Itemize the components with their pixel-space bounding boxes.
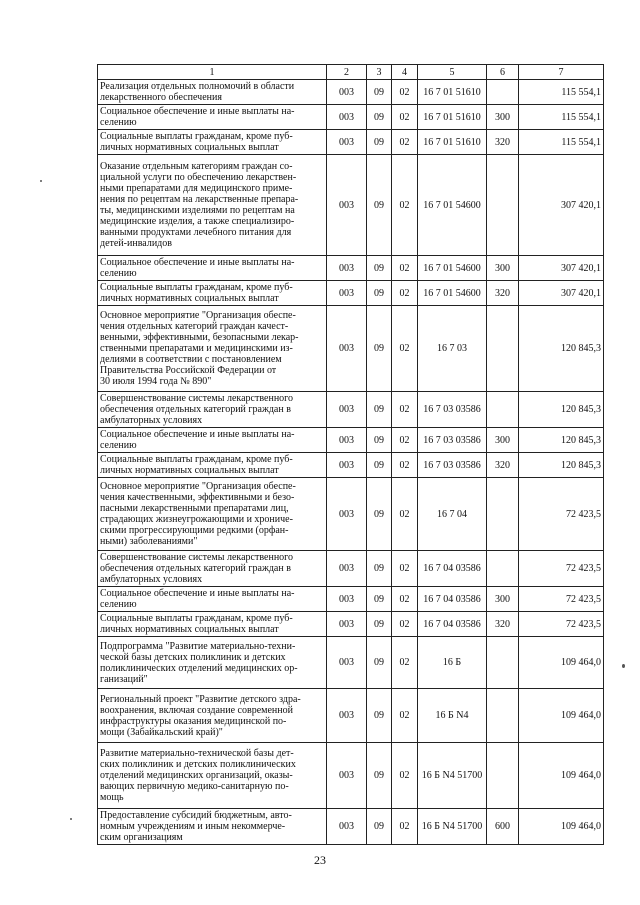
row-col6: [487, 689, 519, 743]
row-col7: 307 420,1: [519, 155, 604, 256]
row-col6: 320: [487, 281, 519, 306]
row-col2: 003: [327, 155, 367, 256]
row-col3: 09: [367, 155, 392, 256]
row-col6: 320: [487, 453, 519, 478]
row-col6: [487, 392, 519, 428]
row-name: Предоставление субсидий бюджетным, авто- номным учреждениям и иным некоммерче- ским организациям: [98, 809, 327, 845]
scan-speck: [40, 180, 42, 182]
row-col7: 109 464,0: [519, 637, 604, 689]
row-col5: 16 7 01 54600: [418, 256, 487, 281]
row-col5: 16 7 04 03586: [418, 551, 487, 587]
row-col7: 307 420,1: [519, 256, 604, 281]
row-col7: 72 423,5: [519, 587, 604, 612]
row-col2: 003: [327, 392, 367, 428]
row-col4: 02: [392, 551, 418, 587]
row-col4: 02: [392, 105, 418, 130]
row-col5: 16 7 03 03586: [418, 392, 487, 428]
row-col2: 003: [327, 105, 367, 130]
row-col3: 09: [367, 281, 392, 306]
row-col4: 02: [392, 256, 418, 281]
row-col5: 16 Б: [418, 637, 487, 689]
row-col2: 003: [327, 80, 367, 105]
row-col5: 16 7 04: [418, 478, 487, 551]
row-col2: 003: [327, 612, 367, 637]
row-col7: 115 554,1: [519, 80, 604, 105]
row-col6: 320: [487, 130, 519, 155]
budget-table-page: [97, 64, 603, 845]
table-row: [98, 637, 604, 689]
row-col7: 115 554,1: [519, 130, 604, 155]
row-name: Социальные выплаты гражданам, кроме пуб- личных нормативных социальных выплат: [98, 130, 327, 155]
table-row: [98, 80, 604, 105]
column-number-6: 6: [487, 65, 519, 80]
row-col5: 16 7 01 51610: [418, 80, 487, 105]
row-name: Подпрограмма "Развитие материально-техни- ческой базы детских поликлиник и детских поликлинических отделений медицинских ор- ганизаций": [98, 637, 327, 689]
table-row: [98, 587, 604, 612]
row-col6: 300: [487, 587, 519, 612]
row-col5: 16 7 03 03586: [418, 453, 487, 478]
table-row: [98, 612, 604, 637]
row-col3: 09: [367, 130, 392, 155]
row-col3: 09: [367, 637, 392, 689]
row-col4: 02: [392, 587, 418, 612]
row-col5: 16 Б N4 51700: [418, 809, 487, 845]
column-number-3: 3: [367, 65, 392, 80]
row-col2: 003: [327, 587, 367, 612]
row-name: Основное мероприятие "Организация обеспе- чения качественными, эффективными и безо- пасными лекарственными препаратами лиц, страдающих жизнеугрожающими и хрониче- скими прогрессирующими редкими (орфан- ными) заболеваниями": [98, 478, 327, 551]
row-name: Социальные выплаты гражданам, кроме пуб- личных нормативных социальных выплат: [98, 612, 327, 637]
row-col2: 003: [327, 130, 367, 155]
row-col6: 320: [487, 612, 519, 637]
row-col3: 09: [367, 612, 392, 637]
row-col7: 115 554,1: [519, 105, 604, 130]
row-name: Оказание отдельным категориям граждан со- циальной услуги по обеспечению лекарствен- ными препаратами для медицинского приме- нения по рецептам на лекарственные препара- ты, медицинскими изделиями по рецептам на медицинские изделия, а также специализиро- ванными продуктами лечебного питания для детей-инвалидов: [98, 155, 327, 256]
row-col4: 02: [392, 453, 418, 478]
row-name: Реализация отдельных полномочий в области лекарственного обеспечения: [98, 80, 327, 105]
table-row: [98, 743, 604, 809]
scan-speck: [622, 664, 625, 668]
row-col5: 16 7 03 03586: [418, 428, 487, 453]
row-col6: [487, 80, 519, 105]
table-row: [98, 428, 604, 453]
row-col2: 003: [327, 637, 367, 689]
table-row: [98, 306, 604, 392]
row-col7: 109 464,0: [519, 809, 604, 845]
row-col2: 003: [327, 281, 367, 306]
column-number-1: 1: [98, 65, 327, 80]
row-col3: 09: [367, 689, 392, 743]
table-row: [98, 809, 604, 845]
row-col2: 003: [327, 306, 367, 392]
row-col4: 02: [392, 689, 418, 743]
row-col6: [487, 637, 519, 689]
row-col2: 003: [327, 256, 367, 281]
row-col3: 09: [367, 105, 392, 130]
row-col6: [487, 551, 519, 587]
row-col5: 16 7 01 54600: [418, 281, 487, 306]
row-col2: 003: [327, 689, 367, 743]
row-name: Социальные выплаты гражданам, кроме пуб- личных нормативных социальных выплат: [98, 453, 327, 478]
row-col7: 307 420,1: [519, 281, 604, 306]
row-name: Региональный проект "Развитие детского здра- воохранения, включая создание современной инфраструктуры оказания медицинской по- мощи (Забайкальский край)": [98, 689, 327, 743]
row-col5: 16 7 04 03586: [418, 612, 487, 637]
row-col5: 16 7 01 51610: [418, 105, 487, 130]
table-row: [98, 155, 604, 256]
row-col2: 003: [327, 809, 367, 845]
row-col6: [487, 155, 519, 256]
row-col5: 16 7 04 03586: [418, 587, 487, 612]
row-name: Развитие материально-технической базы дет- ских поликлиник и детских поликлинических отделений медицинских организаций, оказы- вающих первичную медико-санитарную по- мощь: [98, 743, 327, 809]
budget-table: [97, 64, 604, 845]
row-col5: 16 7 03: [418, 306, 487, 392]
row-col5: 16 7 01 51610: [418, 130, 487, 155]
row-col4: 02: [392, 743, 418, 809]
row-col4: 02: [392, 80, 418, 105]
column-number-2: 2: [327, 65, 367, 80]
row-col2: 003: [327, 743, 367, 809]
row-col3: 09: [367, 428, 392, 453]
row-col7: 120 845,3: [519, 428, 604, 453]
table-row: [98, 453, 604, 478]
row-col6: 300: [487, 105, 519, 130]
row-col5: 16 7 01 54600: [418, 155, 487, 256]
row-col3: 09: [367, 587, 392, 612]
row-col4: 02: [392, 809, 418, 845]
row-col6: 300: [487, 428, 519, 453]
row-col3: 09: [367, 478, 392, 551]
row-col4: 02: [392, 428, 418, 453]
row-col2: 003: [327, 453, 367, 478]
row-col6: 600: [487, 809, 519, 845]
row-col3: 09: [367, 306, 392, 392]
table-row: [98, 281, 604, 306]
table-row: [98, 392, 604, 428]
row-col6: [487, 478, 519, 551]
row-col6: [487, 306, 519, 392]
row-name: Социальные выплаты гражданам, кроме пуб- личных нормативных социальных выплат: [98, 281, 327, 306]
row-col6: 300: [487, 256, 519, 281]
row-col7: 120 845,3: [519, 392, 604, 428]
table-row: [98, 551, 604, 587]
row-col3: 09: [367, 392, 392, 428]
row-col7: 72 423,5: [519, 551, 604, 587]
table-row: [98, 256, 604, 281]
row-col6: [487, 743, 519, 809]
row-col4: 02: [392, 306, 418, 392]
row-col7: 72 423,5: [519, 612, 604, 637]
table-body: [98, 65, 604, 845]
row-col7: 109 464,0: [519, 743, 604, 809]
row-col4: 02: [392, 612, 418, 637]
column-number-7: 7: [519, 65, 604, 80]
row-name: Социальное обеспечение и иные выплаты на- селению: [98, 428, 327, 453]
row-name: Социальное обеспечение и иные выплаты на- селению: [98, 105, 327, 130]
row-name: Совершенствование системы лекарственного обеспечения отдельных категорий граждан в амбулаторных условиях: [98, 392, 327, 428]
table-row: [98, 478, 604, 551]
row-col2: 003: [327, 428, 367, 453]
column-number-row: [98, 65, 604, 80]
row-col7: 120 845,3: [519, 453, 604, 478]
row-col4: 02: [392, 130, 418, 155]
row-col3: 09: [367, 453, 392, 478]
row-name: Совершенствование системы лекарственного обеспечения отдельных категорий граждан в амбулаторных условиях: [98, 551, 327, 587]
row-col3: 09: [367, 743, 392, 809]
row-col7: 120 845,3: [519, 306, 604, 392]
row-col2: 003: [327, 551, 367, 587]
row-col3: 09: [367, 551, 392, 587]
column-number-5: 5: [418, 65, 487, 80]
row-col4: 02: [392, 392, 418, 428]
row-col5: 16 Б N4 51700: [418, 743, 487, 809]
row-col2: 003: [327, 478, 367, 551]
row-col5: 16 Б N4: [418, 689, 487, 743]
row-col3: 09: [367, 256, 392, 281]
row-name: Социальное обеспечение и иные выплаты на- селению: [98, 587, 327, 612]
row-col4: 02: [392, 155, 418, 256]
table-row: [98, 105, 604, 130]
table-row: [98, 130, 604, 155]
row-name: Основное мероприятие "Организация обеспе- чения отдельных категорий граждан качест- венными, эффективными, безопасными лекар- ственными препаратами и медицинскими из- делиями в соответствии с постановлением Правительства Российской Федерации от 30 июля 1994 года № 890": [98, 306, 327, 392]
row-col3: 09: [367, 80, 392, 105]
row-col4: 02: [392, 478, 418, 551]
row-col7: 72 423,5: [519, 478, 604, 551]
row-col7: 109 464,0: [519, 689, 604, 743]
column-number-4: 4: [392, 65, 418, 80]
row-col4: 02: [392, 637, 418, 689]
row-col4: 02: [392, 281, 418, 306]
page-number: 23: [314, 853, 326, 867]
row-name: Социальное обеспечение и иные выплаты на- селению: [98, 256, 327, 281]
table-row: [98, 689, 604, 743]
scan-speck: [70, 818, 72, 820]
row-col3: 09: [367, 809, 392, 845]
